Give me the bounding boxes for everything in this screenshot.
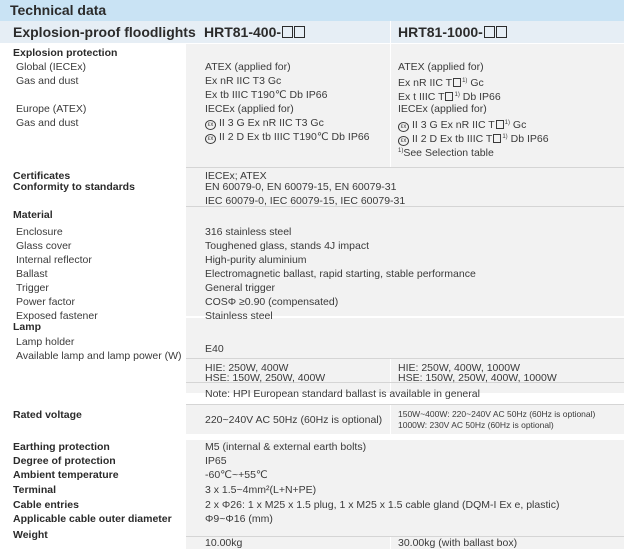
val-trigger: General trigger: [205, 282, 276, 294]
c1-lamps-hse: HSE: 150W, 250W, 400W: [205, 372, 326, 384]
placeholder-box-icon: [453, 78, 461, 87]
label-terminal: Terminal: [13, 484, 56, 496]
c2-iecex-applied: IECEx (applied for): [398, 103, 487, 115]
ex-hexagon-icon: εx: [205, 134, 216, 144]
label-enclosure: Enclosure: [16, 226, 63, 238]
val-power-factor: COSΦ ≥0.90 (compensated): [205, 296, 339, 308]
c2-lamps-hie: HIE: 250W, 400W, 1000W: [398, 362, 520, 374]
header-model-1: HRT81-400-: [204, 24, 305, 40]
label-lamp-holder: Lamp holder: [16, 336, 75, 348]
c1-atex-applied: ATEX (applied for): [205, 61, 291, 73]
label-global-iecex: Global (IECEx): [16, 61, 87, 73]
table-header: [0, 21, 624, 43]
c1-lamps-hie: HIE: 250W, 400W: [205, 362, 289, 374]
placeholder-box-icon: [445, 92, 453, 101]
c2-ex-t: Ex t IIIC T $^{1)}$ Db IP66: [398, 91, 501, 103]
c1-ex-nr: Ex nR IIC T3 Gc: [205, 75, 282, 87]
val-earthing: M5 (internal & external earth bolts): [205, 441, 367, 453]
label-lamp: Lamp: [13, 321, 42, 333]
c1-rated-voltage: 220~240V AC 50Hz (60Hz is optional): [205, 414, 383, 426]
row-divider: [186, 358, 624, 359]
header-label: Explosion-proof floodlights: [13, 24, 196, 40]
label-exposed-fastener: Exposed fastener: [16, 310, 98, 322]
label-material: Material: [13, 209, 53, 221]
placeholder-box-icon: [294, 26, 305, 38]
c2-lamps-hse: HSE: 150W, 250W, 400W, 1000W: [398, 372, 557, 384]
c1-ex-tb: Ex tb IIIC T190℃ Db IP66: [205, 89, 328, 101]
placeholder-box-icon: [496, 120, 504, 129]
page-title: Technical data: [10, 2, 107, 18]
row-divider: [186, 404, 624, 405]
val-note: Note: HPI European standard ballast is available in general: [205, 388, 480, 400]
label-cable-diameter: Applicable cable outer diameter: [13, 513, 172, 525]
placeholder-box-icon: [496, 26, 507, 38]
header-model-2: HRT81-1000-: [398, 24, 507, 40]
label-trigger: Trigger: [16, 282, 49, 294]
label-gas-dust-1: Gas and dust: [16, 75, 79, 87]
val-ballast: Electromagnetic ballast, rapid starting, stable performance: [205, 268, 476, 280]
label-glass-cover: Glass cover: [16, 240, 72, 252]
val-glass-cover: Toughened glass, stands 4J impact: [205, 240, 370, 252]
c1-iecex-applied: IECEx (applied for): [205, 103, 294, 115]
val-degree-protection: IP65: [205, 455, 227, 467]
val-internal-reflector: High-purity aluminium: [205, 254, 307, 266]
label-ballast: Ballast: [16, 268, 48, 280]
ex-hexagon-icon: εx: [398, 136, 409, 146]
val-certificates: IECEx; ATEX: [205, 170, 267, 182]
val-lamp-holder: E40: [205, 343, 224, 355]
label-rated-voltage: Rated voltage: [13, 409, 82, 421]
c2-weight: 30.00kg (with ballast box): [398, 537, 518, 549]
label-certificates: Certificates: [13, 170, 71, 182]
ex-hexagon-icon: εx: [205, 120, 216, 130]
val-cable-diameter: Φ9~Φ16 (mm): [205, 513, 273, 525]
val-ambient-temp: -60℃~+55℃: [205, 469, 268, 481]
label-degree-protection: Degree of protection: [13, 455, 116, 467]
placeholder-box-icon: [493, 134, 501, 143]
c1-ii2d: εx II 2 D Ex tb IIIC T190℃ Db IP66: [205, 131, 370, 144]
val-terminal: 3 x 1.5~4mm²(L+N+PE): [205, 484, 317, 496]
label-europe-atex: Europe (ATEX): [16, 103, 87, 115]
title-bar: [0, 0, 624, 22]
placeholder-box-icon: [484, 26, 495, 38]
placeholder-box-icon: [282, 26, 293, 38]
c2-ex-nr: Ex nR IIC T $^{1)}$ Gc: [398, 77, 484, 89]
c2-rated-voltage-2: 1000W: 230V AC 50Hz (60Hz is optional): [398, 420, 554, 430]
val-cable-entries: 2 x Φ26: 1 x M25 x 1.5 plug, 1 x M25 x 1.5 cable gland (DQM-I Ex e, plastic): [205, 499, 560, 511]
label-gas-dust-2: Gas and dust: [16, 117, 79, 129]
c2-ii2d: εx II 2 D Ex tb IIIC T $^{1)}$ Db IP66: [398, 131, 549, 146]
c2-atex-applied: ATEX (applied for): [398, 61, 484, 73]
c1-weight: 10.00kg: [205, 537, 243, 549]
column-separator: [390, 21, 391, 167]
c2-rated-voltage-1: 150W~400W: 220~240V AC 50Hz (60Hz is optional): [398, 409, 596, 419]
val-conformity-1: EN 60079-0, EN 60079-15, EN 60079-31: [205, 181, 397, 193]
label-internal-reflector: Internal reflector: [16, 254, 92, 266]
column-separator-weight: [390, 537, 391, 549]
c1-ii3g: εx II 3 G Ex nR IIC T3 Gc: [205, 117, 324, 130]
c2-see-table: $^{1)}$See Selection table: [398, 147, 494, 159]
label-explosion-protection: Explosion protection: [13, 47, 118, 59]
label-cable-entries: Cable entries: [13, 499, 79, 511]
c2-ii3g: εx II 3 G Ex nR IIC T $^{1)}$ Gc: [398, 117, 526, 132]
label-power-factor: Power factor: [16, 296, 75, 308]
label-ambient-temp: Ambient temperature: [13, 469, 119, 481]
label-weight: Weight: [13, 529, 48, 541]
label-conformity: Conformity to standards: [13, 181, 135, 193]
val-conformity-2: IEC 60079-0, IEC 60079-15, IEC 60079-31: [205, 195, 406, 207]
val-exposed-fastener: Stainless steel: [205, 310, 273, 322]
row-divider: [186, 167, 624, 168]
ex-hexagon-icon: εx: [398, 122, 409, 132]
label-earthing: Earthing protection: [13, 441, 110, 453]
label-available-lamp: Available lamp and lamp power (W): [16, 350, 182, 362]
val-enclosure: 316 stainless steel: [205, 226, 292, 238]
